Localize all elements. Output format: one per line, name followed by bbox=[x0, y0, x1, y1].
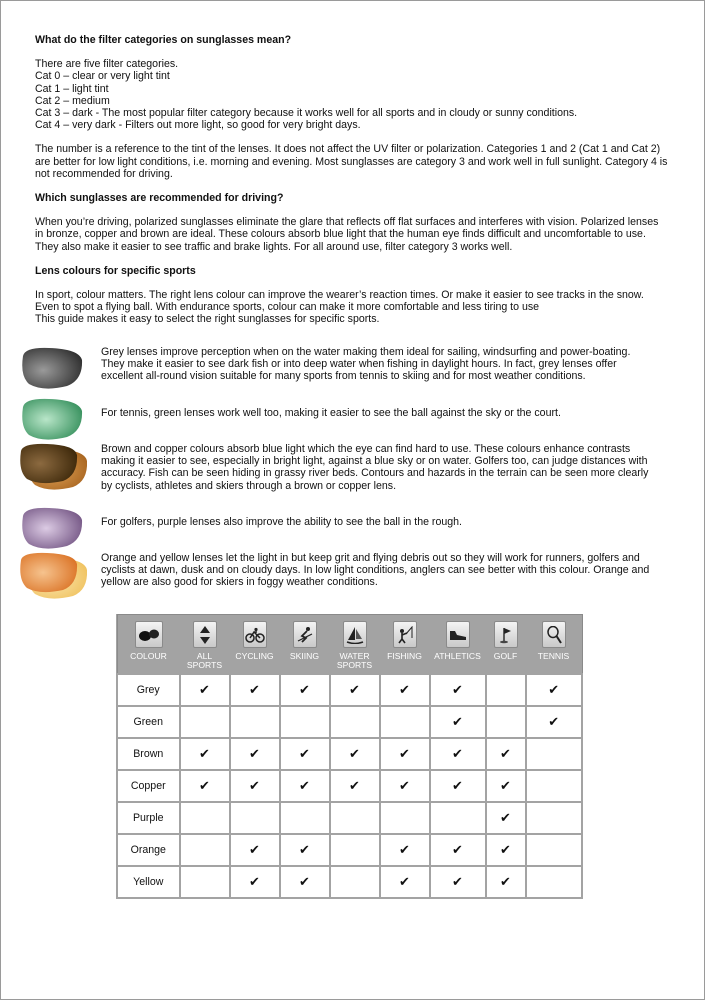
table-cell bbox=[280, 706, 330, 738]
check-icon: ✔ bbox=[500, 778, 511, 793]
grey-lens-icon bbox=[19, 346, 85, 390]
check-icon: ✔ bbox=[500, 842, 511, 857]
text-content bbox=[35, 34, 675, 338]
brown-copper-lens-description bbox=[101, 443, 666, 492]
paragraph-line: They also make it easier to see traffic and brake lights. For all around use, filter category 3 works well. bbox=[35, 240, 513, 253]
table-cell bbox=[280, 738, 330, 770]
paragraph-line: not recommended for driving. bbox=[35, 167, 173, 180]
check-icon: ✔ bbox=[452, 778, 463, 793]
table-cell bbox=[230, 706, 280, 738]
table-cell bbox=[430, 802, 486, 834]
check-icon: ✔ bbox=[399, 682, 410, 697]
golf-flag-icon bbox=[494, 621, 518, 648]
column-header-all-sports bbox=[180, 615, 230, 675]
table-row bbox=[117, 802, 582, 834]
check-icon: ✔ bbox=[452, 682, 463, 697]
check-icon: ✔ bbox=[500, 874, 511, 889]
table-cell bbox=[380, 834, 430, 866]
table-cell bbox=[526, 770, 583, 802]
lens-sport-matrix bbox=[116, 614, 583, 899]
column-header-fishing bbox=[380, 615, 430, 675]
green-lens-icon bbox=[19, 397, 85, 441]
table-row bbox=[117, 866, 582, 898]
table-cell bbox=[230, 674, 280, 706]
table-cell bbox=[430, 770, 486, 802]
column-header-colour bbox=[117, 615, 180, 675]
column-label: ATHLETICS bbox=[434, 651, 481, 661]
check-icon: ✔ bbox=[399, 778, 410, 793]
orange-yellow-lens-icon bbox=[19, 552, 89, 602]
column-header-athletics bbox=[430, 615, 486, 675]
row-colour-label: Copper bbox=[117, 770, 180, 802]
paragraph-line: In sport, colour matters. The right lens colour can improve the wearer’s reaction times. Or make it easier to see tracks in the snow. bbox=[35, 289, 644, 302]
running-shoe-icon bbox=[446, 621, 470, 648]
paragraph-line: Even to spot a flying ball. With endurance sports, colour can make it more comfortable and less tiring to use bbox=[35, 301, 540, 314]
column-header-skiing bbox=[280, 615, 330, 675]
table-cell bbox=[486, 866, 526, 898]
table-row bbox=[117, 674, 582, 706]
table-cell bbox=[486, 706, 526, 738]
check-icon: ✔ bbox=[249, 842, 260, 857]
table-cell bbox=[526, 834, 583, 866]
paragraph-line: yellow are also good for skiers in foggy weather conditions. bbox=[101, 576, 378, 589]
paragraph-line: Brown and copper colours absorb blue light which the eye can find hard to use. These colours enhance contrasts bbox=[101, 443, 631, 455]
check-icon: ✔ bbox=[299, 682, 310, 697]
driving-paragraph bbox=[35, 216, 675, 253]
table-cell bbox=[486, 834, 526, 866]
paragraph-line: Grey lenses improve perception when on the water making them ideal for sailing, windsurfing and power-boating. bbox=[101, 346, 631, 358]
brown-copper-lens-icon bbox=[19, 443, 89, 493]
row-colour-label: Purple bbox=[117, 802, 180, 834]
check-icon: ✔ bbox=[500, 746, 511, 761]
cycling-icon bbox=[243, 621, 267, 648]
row-colour-label: Yellow bbox=[117, 866, 180, 898]
table-cell bbox=[280, 802, 330, 834]
row-colour-label: Green bbox=[117, 706, 180, 738]
check-icon: ✔ bbox=[299, 842, 310, 857]
tennis-racket-icon bbox=[542, 621, 566, 648]
table-cell bbox=[380, 802, 430, 834]
paragraph-line: This guide makes it easy to select the right sunglasses for specific sports. bbox=[35, 313, 380, 326]
check-icon: ✔ bbox=[349, 682, 360, 697]
table-cell bbox=[180, 802, 230, 834]
table-cell bbox=[330, 834, 380, 866]
check-icon: ✔ bbox=[548, 682, 560, 697]
table-cell bbox=[230, 866, 280, 898]
table-cell bbox=[526, 706, 583, 738]
table-cell bbox=[180, 706, 230, 738]
table-row bbox=[117, 770, 582, 802]
table-cell bbox=[180, 674, 230, 706]
table-cell bbox=[430, 674, 486, 706]
filter-cat-1: Cat 1 – light tint bbox=[35, 82, 109, 95]
table-cell bbox=[280, 770, 330, 802]
table-cell bbox=[526, 866, 583, 898]
table-cell bbox=[526, 674, 583, 706]
check-icon: ✔ bbox=[452, 842, 463, 857]
table-cell bbox=[230, 834, 280, 866]
column-label: CYCLING bbox=[235, 651, 274, 661]
row-colour-label: Brown bbox=[117, 738, 180, 770]
paragraph-line: accuracy. Fish can be seen hiding in grassy river beds. Contours and hazards in the terrain can be seen more clearly bbox=[101, 467, 649, 480]
row-colour-label: Orange bbox=[117, 834, 180, 866]
check-icon: ✔ bbox=[249, 778, 260, 793]
table-cell bbox=[486, 770, 526, 802]
column-label: TENNIS bbox=[537, 651, 570, 661]
table-cell bbox=[180, 866, 230, 898]
check-icon: ✔ bbox=[199, 746, 210, 761]
fishing-icon bbox=[393, 621, 417, 648]
table-cell bbox=[330, 706, 380, 738]
filter-cat-0: Cat 0 – clear or very light tint bbox=[35, 70, 170, 83]
lens-pair-icon bbox=[135, 621, 163, 648]
table-cell bbox=[526, 738, 583, 770]
lens-colours-paragraph bbox=[35, 289, 675, 326]
table-cell bbox=[380, 706, 430, 738]
paragraph-line: When you’re driving, polarized sunglasses eliminate the glare that reflects off flat surfaces and interferes with vision. Polarized lenses bbox=[35, 216, 659, 229]
table-cell bbox=[430, 834, 486, 866]
table-row bbox=[117, 706, 582, 738]
grey-lens-description bbox=[101, 346, 666, 383]
check-icon: ✔ bbox=[249, 682, 260, 697]
filter-categories-list bbox=[35, 58, 675, 131]
table-cell bbox=[180, 738, 230, 770]
table-cell bbox=[330, 866, 380, 898]
table-cell bbox=[380, 866, 430, 898]
table-cell bbox=[486, 738, 526, 770]
check-icon: ✔ bbox=[349, 778, 360, 793]
heading-filter-categories: What do the filter categories on sunglasses mean? bbox=[35, 34, 292, 46]
paragraph-line: excellent all-round vision suitable for many sports from tennis to skiing and for most weather conditions. bbox=[101, 370, 586, 383]
check-icon: ✔ bbox=[452, 714, 463, 729]
table-row bbox=[117, 738, 582, 770]
paragraph-line: For tennis, green lenses work well too, making it easier to see the ball against the sky or the court. bbox=[101, 407, 561, 419]
table-cell bbox=[230, 802, 280, 834]
column-header-cycling bbox=[230, 615, 280, 675]
table-cell bbox=[280, 674, 330, 706]
check-icon: ✔ bbox=[452, 874, 463, 889]
paragraph-line: They make it easier to see dark fish or into deep water when fishing in daylight hours. In fact, grey lenses offer bbox=[101, 358, 617, 371]
check-icon: ✔ bbox=[299, 778, 310, 793]
skiing-icon bbox=[293, 621, 317, 648]
table-cell bbox=[430, 706, 486, 738]
sailing-icon bbox=[343, 621, 367, 648]
filter-explanation-paragraph bbox=[35, 143, 675, 180]
column-label: ALL SPORTS bbox=[186, 651, 223, 670]
purple-lens-description bbox=[101, 516, 666, 528]
all-sports-icon bbox=[193, 621, 217, 648]
check-icon: ✔ bbox=[399, 746, 410, 761]
heading-driving: Which sunglasses are recommended for driving? bbox=[35, 192, 284, 205]
paragraph-line: making it easier to see, especially in bright light, against a blue sky or on water. Golfers too, can judge distances with bbox=[101, 455, 648, 468]
paragraph-line: by cyclists, athletes and skiers through a brown or copper lens. bbox=[101, 479, 397, 492]
check-icon: ✔ bbox=[299, 746, 310, 761]
check-icon: ✔ bbox=[452, 746, 463, 761]
paragraph-line: are better for low light conditions, i.e. morning and evening. Most sunglasses are category 3 and work well in full sunlight. Category 4 is bbox=[35, 155, 668, 168]
heading-lens-colours: Lens colours for specific sports bbox=[35, 264, 196, 277]
purple-lens-icon bbox=[19, 506, 85, 550]
check-icon: ✔ bbox=[399, 842, 410, 857]
filter-intro: There are five filter categories. bbox=[35, 58, 179, 71]
paragraph-line: in bronze, copper and brown are ideal. These colours absorb blue light that the human eye finds difficult and uncomfortable to use. bbox=[35, 228, 646, 241]
table-cell bbox=[330, 738, 380, 770]
filter-cat-4: Cat 4 – very dark - Filters out more light, so good for very bright days. bbox=[35, 119, 361, 132]
check-icon: ✔ bbox=[199, 778, 210, 793]
table-body bbox=[117, 674, 582, 898]
table-cell bbox=[380, 674, 430, 706]
column-label: FISHING bbox=[387, 651, 422, 661]
check-icon: ✔ bbox=[399, 874, 410, 889]
table-cell bbox=[486, 674, 526, 706]
table-row bbox=[117, 834, 582, 866]
paragraph-line: For golfers, purple lenses also improve the ability to see the ball in the rough. bbox=[101, 516, 462, 528]
column-label: SKIING bbox=[289, 651, 320, 661]
paragraph-line: The number is a reference to the tint of the lenses. It does not affect the UV filter or polarization. Categories 1 and 2 (Cat 1 and Cat 2) bbox=[35, 143, 661, 156]
green-lens-description bbox=[101, 407, 666, 419]
column-label: COLOUR bbox=[130, 651, 167, 661]
check-icon: ✔ bbox=[349, 746, 360, 761]
table-cell bbox=[280, 834, 330, 866]
table-header-row bbox=[117, 615, 582, 675]
orange-yellow-lens-description bbox=[101, 552, 666, 589]
paragraph-line: Orange and yellow lenses let the light in but keep grit and flying debris out so they will work for runners, golfers and bbox=[101, 552, 640, 564]
table-cell bbox=[230, 738, 280, 770]
check-icon: ✔ bbox=[500, 810, 511, 825]
check-icon: ✔ bbox=[249, 746, 260, 761]
column-header-tennis bbox=[526, 615, 583, 675]
table-cell bbox=[430, 738, 486, 770]
table-cell bbox=[380, 770, 430, 802]
column-label: WATER SPORTS bbox=[336, 651, 373, 670]
table-cell bbox=[180, 770, 230, 802]
filter-cat-3: Cat 3 – dark - The most popular filter category because it works well for all sports and in cloudy or sunny conditions. bbox=[35, 107, 578, 120]
table-cell bbox=[486, 802, 526, 834]
check-icon: ✔ bbox=[199, 682, 210, 697]
table-cell bbox=[330, 802, 380, 834]
table-cell bbox=[430, 866, 486, 898]
column-header-golf bbox=[486, 615, 526, 675]
table-cell bbox=[330, 674, 380, 706]
row-colour-label: Grey bbox=[117, 674, 180, 706]
table-cell bbox=[180, 834, 230, 866]
check-icon: ✔ bbox=[249, 874, 260, 889]
table-cell bbox=[280, 866, 330, 898]
table-cell bbox=[230, 770, 280, 802]
paragraph-line: cyclists at dawn, dusk and on cloudy days. In low light conditions, anglers can see better with this colour. Orange and bbox=[101, 564, 650, 577]
filter-cat-2: Cat 2 – medium bbox=[35, 94, 110, 107]
column-header-water-sports bbox=[330, 615, 380, 675]
table-cell bbox=[380, 738, 430, 770]
table-cell bbox=[526, 802, 583, 834]
check-icon: ✔ bbox=[299, 874, 310, 889]
column-label: GOLF bbox=[493, 651, 518, 661]
check-icon: ✔ bbox=[548, 714, 560, 729]
table-cell bbox=[330, 770, 380, 802]
